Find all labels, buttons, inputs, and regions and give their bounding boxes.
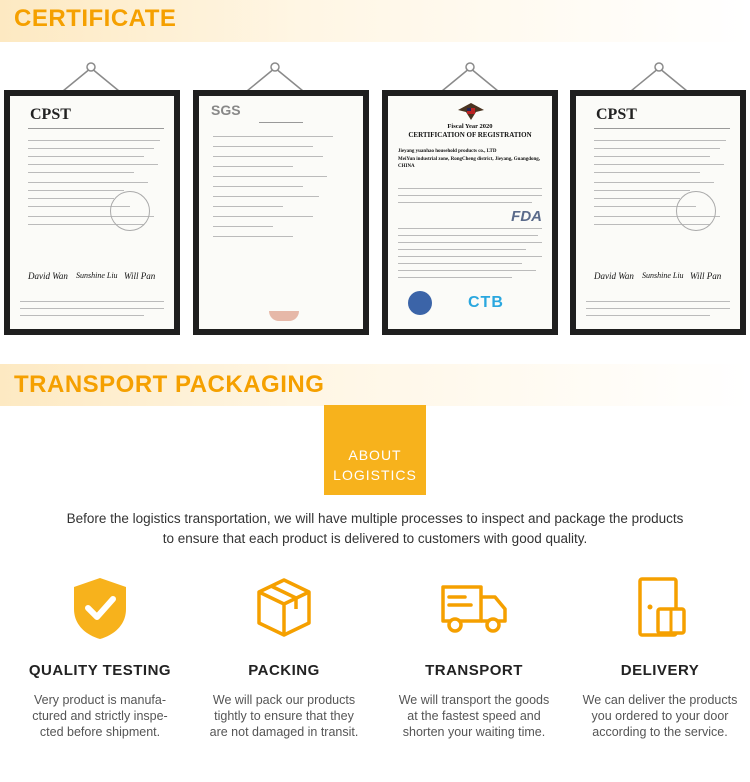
certificate-frame-cpst-1[interactable] — [4, 90, 180, 335]
feature-desc-line: cted before shipment. — [39, 725, 161, 739]
eagle-icon — [456, 100, 486, 122]
feature-desc-line: tightly to ensure that they — [214, 709, 354, 723]
feature-desc-line: ctured and strictly inspe- — [32, 709, 168, 723]
feature-title: DELIVERY — [620, 662, 700, 679]
feature-title: TRANSPORT — [425, 662, 523, 679]
shield-check-icon — [70, 575, 130, 641]
feature-desc-line: you ordered to your door — [591, 709, 729, 723]
feature-desc-line: at the fastest speed and — [407, 709, 541, 723]
feature-desc-line: We can deliver the products — [582, 693, 738, 707]
seal-icon — [269, 311, 299, 321]
signature: Will Pan — [124, 271, 156, 281]
signature: Sunshine Liu — [642, 271, 684, 280]
transport-heading: TRANSPORT PACKAGING — [14, 371, 325, 398]
feature-desc-line: We will pack our products — [212, 693, 356, 707]
hanger-icon — [629, 62, 689, 92]
feature-title: QUALITY TESTING — [28, 662, 172, 679]
about-logistics-box — [324, 405, 426, 495]
about-label: ABOUT — [348, 447, 402, 463]
signature: Sunshine Liu — [76, 271, 118, 280]
certificate-banner — [0, 0, 750, 42]
hanger-icon — [245, 62, 305, 92]
transport-banner — [0, 364, 750, 406]
feature-title: PACKING — [248, 662, 320, 679]
intro-line-2: to ensure that each product is delivered to customers with good quality. — [162, 531, 588, 546]
box-icon — [254, 575, 314, 641]
sgs-logo: SGS — [211, 102, 241, 118]
registration-title: CERTIFICATION OF REGISTRATION — [408, 131, 532, 139]
certificate-frame-sgs[interactable] — [193, 90, 369, 335]
certificate-heading: CERTIFICATE — [14, 5, 177, 32]
stamp-icon — [676, 191, 716, 231]
feature-desc-line: according to the service. — [592, 725, 728, 739]
door-icon — [630, 575, 690, 641]
intro-line-1: Before the logistics transportation, we will have multiple processes to inspect and package the products — [66, 511, 684, 526]
cpst-logo: CPST — [596, 106, 637, 123]
seal-icon — [408, 291, 432, 315]
company-address: MeiYun industrial zone, RongCheng district, Jieyang, Guangdong, CHINA — [398, 157, 541, 169]
feature-desc-line: We will transport the goods — [398, 693, 550, 707]
feature-description — [14, 692, 186, 740]
hanger-icon — [61, 62, 121, 92]
company-name: Jieyang yuanhao household products co., LTD — [398, 149, 497, 154]
feature-description — [574, 692, 746, 740]
feature-description — [388, 692, 560, 740]
fiscal-year: Fiscal Year 2020 — [447, 123, 493, 130]
certificate-frame-fda[interactable] — [382, 90, 558, 335]
certificate-frame-cpst-2[interactable] — [570, 90, 746, 335]
feature-desc-line: Very product is manufa- — [33, 693, 166, 707]
signature: David Wan — [28, 271, 68, 281]
ctb-logo: CTB — [468, 294, 504, 311]
feature-description — [198, 692, 370, 740]
logistics-label: LOGISTICS — [333, 467, 417, 483]
hanger-icon — [440, 62, 500, 92]
feature-desc-line: are not damaged in transit. — [209, 725, 359, 739]
signature: David Wan — [594, 271, 634, 281]
signature: Will Pan — [690, 271, 722, 281]
stamp-icon — [110, 191, 150, 231]
fda-logo: FDA — [511, 208, 542, 225]
feature-desc-line: shorten your waiting time. — [402, 725, 546, 739]
truck-icon — [439, 575, 509, 641]
cpst-logo: CPST — [30, 106, 71, 123]
